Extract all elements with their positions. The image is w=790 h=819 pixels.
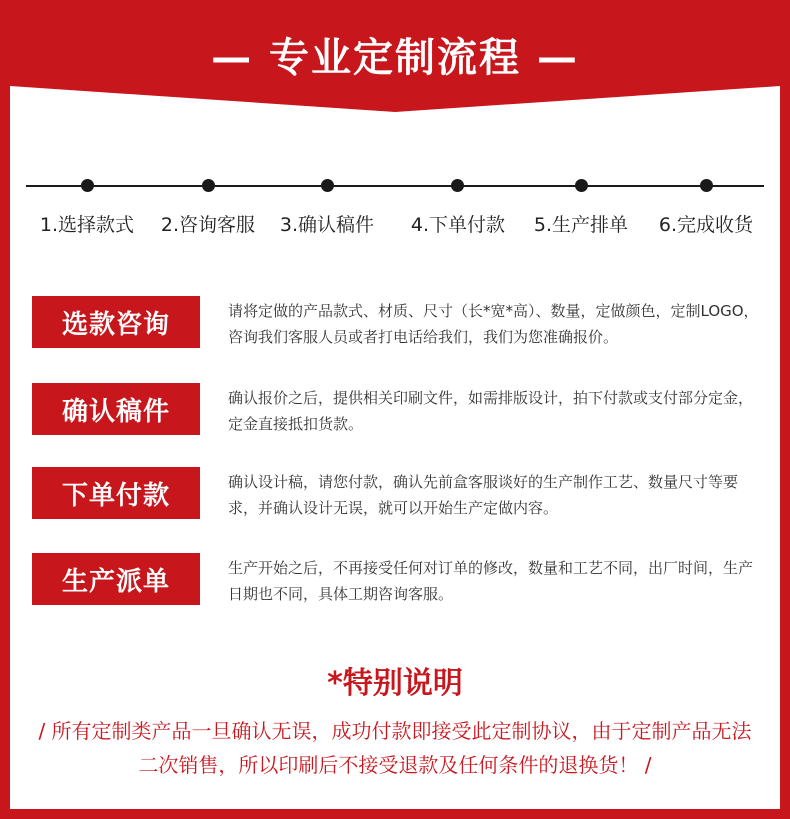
timeline-dot (321, 179, 334, 192)
page-title: — 专业定制流程 — (211, 35, 579, 81)
step-label: 3.确认稿件 (279, 214, 375, 236)
step-label: 1.选择款式 (39, 214, 135, 236)
step-label: 4.下单付款 (410, 214, 506, 236)
step-label: 2.咨询客服 (160, 214, 256, 236)
step-label: 6.完成收货 (658, 214, 754, 236)
section-desc-select: 请将定做的产品款式、材质、尺寸（长*宽*高）、数量，定做颜色，定制LOGO，咨询我们客服人员或者打电话给我们，我们为您准确报价。 (228, 302, 759, 346)
section-desc-production: 生产开始之后，不再接受任何对订单的修改，数量和工艺不同，出厂时间，生产日期也不同，具体工期咨询客服。 (228, 559, 754, 603)
timeline-dot (81, 179, 94, 192)
timeline-dot (451, 179, 464, 192)
section-label-confirm: 确认稿件 (32, 383, 200, 435)
notice-text: / 所有定制类产品一旦确认无误，成功付款即接受此定制协议，由于定制产品无法二次销售，所以印刷后不接受退款及任何条件的退换货！ / (38, 719, 752, 777)
notice-title: *特别说明 (327, 666, 463, 701)
section-desc-confirm: 确认报价之后，提供相关印刷文件，如需排版设计，拍下付款或支付部分定金，定金直接抵扣货款。 (228, 389, 754, 433)
section-label-select: 选款咨询 (32, 296, 200, 348)
step-label: 5.生产排单 (533, 214, 629, 236)
timeline-dot (575, 179, 588, 192)
section-label-order: 下单付款 (32, 467, 200, 519)
process-timeline (26, 185, 764, 187)
section-label-production: 生产派单 (32, 553, 200, 605)
timeline-dot (700, 179, 713, 192)
timeline-dot (202, 179, 215, 192)
section-desc-order: 确认设计稿，请您付款，确认先前盒客服谈好的生产制作工艺、数量尺寸等要求，并确认设计无误，就可以开始生产定做内容。 (228, 473, 739, 517)
